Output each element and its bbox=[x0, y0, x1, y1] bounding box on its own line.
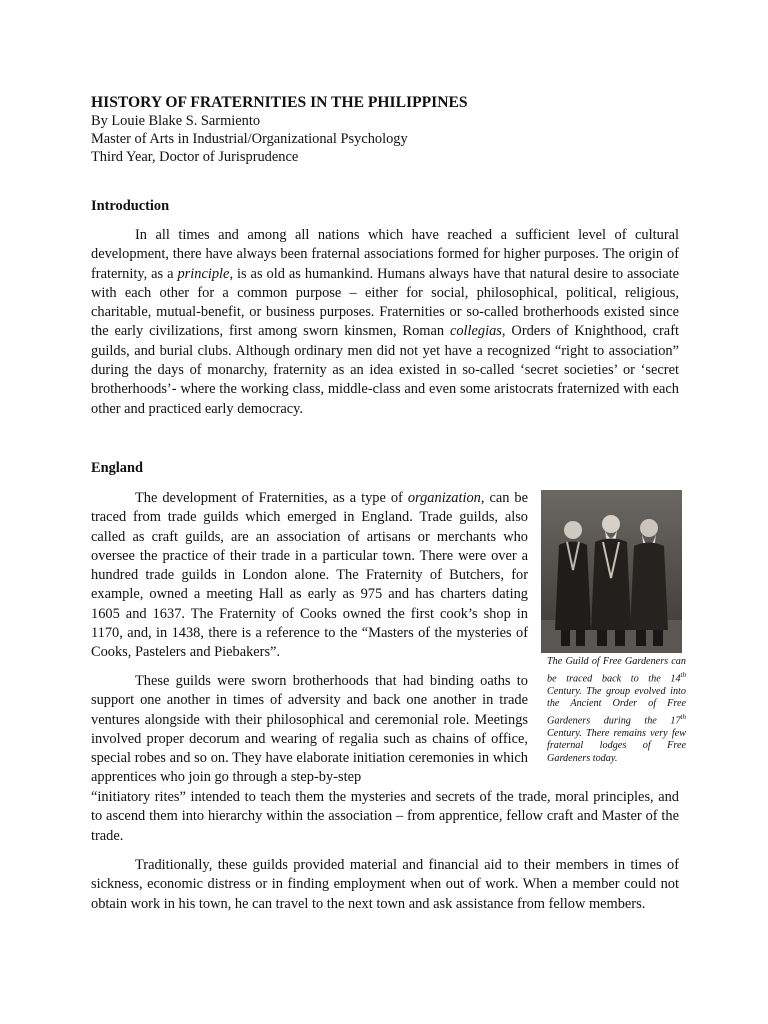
introduction-paragraph: In all times and among all nations which have reached a sufficient level of cultural development, there have always been fraternal associations formed for higher purposes. The origin of fraternity, as a principle, is as old as humankind. Humans always have that natural desire to associate with each other for a common purpose – either for social, philosophical, political, religious, charitable, mutual-benefit, or business purposes. Fraternities or so-called brotherhoods existed since the early civilizations, first among sworn kinsmen, Roman collegias, Orders of Knighthood, craft guilds, and burial clubs. Although ordinary men did not yet have a recognized “right to association” during the days of monarchy, fraternity as an idea existed in so-called ‘secret societies’ or ‘secret brotherhoods’- where the working class, middle-class and even some aristocrats fraternized with each other and practiced early democracy. bbox=[91, 227, 679, 417]
england-paragraph-2b: “initiatory rites” intended to teach them the mysteries and secrets of the trade, moral principles, and to ascend them into hierarchy within the association – from apprentice, fellow craft and Master of the trade. bbox=[91, 789, 679, 844]
author-line: By Louie Blake S. Sarmiento bbox=[91, 113, 261, 129]
free-gardeners-photo bbox=[541, 490, 682, 653]
england-paragraph-1: The development of Fraternities, as a type of organization, can be traced from trade guilds which emerged in England. Trade guilds, also called as craft guilds, are an association of artisans or merchants who oversee the practice of their trade in a particular town. There were over a hundred trade guilds in London alone. The Fraternity of Butchers, for example, owned a meeting Hall as early as 975 and has charters dating 1605 and 1637. The Fraternity of Cooks owned the first cook’s shop in 1170, and, in 1438, there is a reference to the “Masters of the mysteries of Cooks, Pastelers and Piebakers”. bbox=[91, 490, 528, 661]
document-header bbox=[91, 94, 691, 166]
section-heading-england: England bbox=[91, 460, 143, 476]
photo-caption: The Guild of Free Gardeners can be traced back to the 14th Century. The group evolved into the Ancient Order of Free Gardeners during the 17th Century. There remains very few fraternal lodges of Free Gardeners today. bbox=[547, 656, 686, 764]
credential-line-2: Third Year, Doctor of Jurisprudence bbox=[91, 149, 299, 165]
section-heading-introduction: Introduction bbox=[91, 198, 170, 214]
england-paragraph-3: Traditionally, these guilds provided material and financial aid to their members in times of sickness, economic distress or in finding employment when out of work. When a member could not obtain work in his town, he can travel to the next town and ask assistance from fellow members. bbox=[91, 857, 679, 912]
document-title: HISTORY OF FRATERNITIES IN THE PHILIPPINES bbox=[91, 94, 468, 111]
england-paragraph-2a: These guilds were sworn brotherhoods that had binding oaths to support one another in times of adversity and back one another in trade ventures alongside with their philosophical and ceremonial role. Meetings involved proper decorum and wearing of regalia such as chains of office, special robes and so on. They have elaborate initiation ceremonies in which apprentices who join go through a step-by-step bbox=[91, 673, 528, 786]
credential-line-1: Master of Arts in Industrial/Organizational Psychology bbox=[91, 131, 408, 147]
